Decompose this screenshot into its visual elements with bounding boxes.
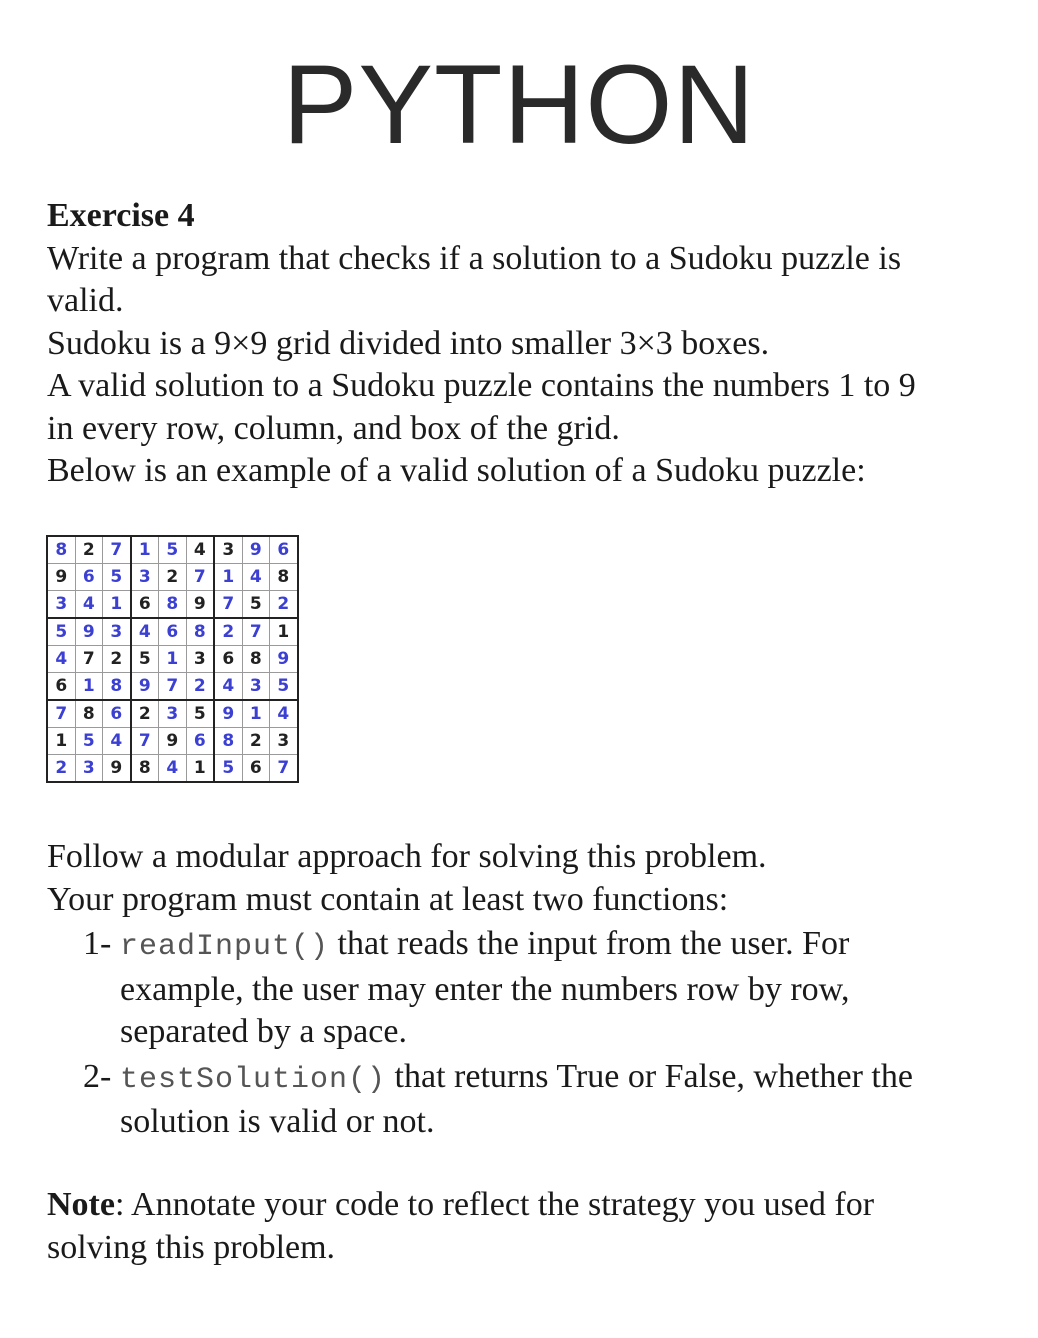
sudoku-cell: 6 <box>47 673 75 701</box>
instruction-line: Follow a modular approach for solving this problem. <box>47 838 767 875</box>
sudoku-cell: 9 <box>103 755 131 783</box>
sudoku-cell: 6 <box>103 700 131 728</box>
sudoku-cell: 1 <box>159 646 187 673</box>
sudoku-cell: 5 <box>186 700 214 728</box>
sudoku-cell: 3 <box>242 673 270 701</box>
sudoku-cell: 9 <box>242 536 270 564</box>
sudoku-cell: 6 <box>75 564 103 591</box>
sudoku-row <box>47 673 298 701</box>
sudoku-cell: 6 <box>270 536 298 564</box>
sudoku-cell: 4 <box>131 618 159 646</box>
sudoku-cell: 4 <box>159 755 187 783</box>
sudoku-row <box>47 536 298 564</box>
sudoku-cell: 4 <box>75 591 103 619</box>
item-number: 2- <box>83 1057 112 1095</box>
note-label: Note <box>47 1186 115 1223</box>
sudoku-cell: 8 <box>47 536 75 564</box>
sudoku-cell: 1 <box>270 618 298 646</box>
item-text: that reads the input from the user. For <box>329 925 850 962</box>
sudoku-cell: 8 <box>186 618 214 646</box>
sudoku-cell: 5 <box>75 728 103 755</box>
sudoku-cell: 1 <box>214 564 242 591</box>
sudoku-cell: 2 <box>75 536 103 564</box>
exercise-intro <box>47 195 1007 493</box>
function-item-testsolution <box>47 1056 1007 1144</box>
intro-line: in every row, column, and box of the grid. <box>47 409 620 447</box>
sudoku-cell: 3 <box>103 618 131 646</box>
sudoku-cell: 4 <box>270 700 298 728</box>
sudoku-cell: 7 <box>47 700 75 728</box>
sudoku-row <box>47 564 298 591</box>
sudoku-cell: 8 <box>159 591 187 619</box>
note-section <box>47 1184 1007 1269</box>
sudoku-cell: 3 <box>186 646 214 673</box>
sudoku-cell: 3 <box>75 755 103 783</box>
sudoku-cell: 1 <box>47 728 75 755</box>
sudoku-cell: 5 <box>103 564 131 591</box>
sudoku-cell: 6 <box>159 618 187 646</box>
sudoku-cell: 4 <box>214 673 242 701</box>
sudoku-cell: 9 <box>270 646 298 673</box>
sudoku-cell: 2 <box>103 646 131 673</box>
item-continuation: separated by a space. <box>120 1013 407 1050</box>
sudoku-cell: 7 <box>214 591 242 619</box>
sudoku-cell: 2 <box>186 673 214 701</box>
intro-line: valid. <box>47 282 124 319</box>
item-text: that returns True or False, whether the <box>386 1057 913 1095</box>
item-continuation: example, the user may enter the numbers row by row, <box>120 970 850 1008</box>
sudoku-cell: 8 <box>242 646 270 673</box>
sudoku-cell: 8 <box>270 564 298 591</box>
sudoku-cell: 2 <box>242 728 270 755</box>
sudoku-cell: 8 <box>103 673 131 701</box>
sudoku-cell: 7 <box>242 618 270 646</box>
sudoku-row <box>47 618 298 646</box>
sudoku-cell: 8 <box>131 755 159 783</box>
sudoku-grid <box>46 535 299 783</box>
sudoku-cell: 1 <box>242 700 270 728</box>
instructions <box>47 836 1007 1144</box>
sudoku-cell: 3 <box>159 700 187 728</box>
sudoku-cell: 2 <box>47 755 75 783</box>
sudoku-cell: 1 <box>131 536 159 564</box>
sudoku-cell: 9 <box>214 700 242 728</box>
sudoku-cell: 8 <box>75 700 103 728</box>
sudoku-cell: 6 <box>186 728 214 755</box>
sudoku-cell: 2 <box>214 618 242 646</box>
sudoku-cell: 9 <box>186 591 214 619</box>
sudoku-cell: 3 <box>131 564 159 591</box>
sudoku-cell: 5 <box>214 755 242 783</box>
intro-line: Below is an example of a valid solution of a Sudoku puzzle: <box>47 452 866 489</box>
sudoku-cell: 3 <box>214 536 242 564</box>
sudoku-cell: 5 <box>159 536 187 564</box>
sudoku-cell: 7 <box>75 646 103 673</box>
sudoku-cell: 5 <box>270 673 298 701</box>
sudoku-cell: 5 <box>131 646 159 673</box>
sudoku-cell: 5 <box>47 618 75 646</box>
sudoku-cell: 7 <box>103 536 131 564</box>
sudoku-cell: 6 <box>214 646 242 673</box>
sudoku-cell: 6 <box>242 755 270 783</box>
item-continuation: solution is valid or not. <box>120 1103 435 1140</box>
sudoku-row <box>47 700 298 728</box>
sudoku-cell: 7 <box>159 673 187 701</box>
exercise-heading: Exercise 4 <box>47 197 195 234</box>
sudoku-cell: 4 <box>186 536 214 564</box>
sudoku-cell: 4 <box>47 646 75 673</box>
sudoku-cell: 7 <box>186 564 214 591</box>
sudoku-cell: 1 <box>75 673 103 701</box>
note-continuation: solving this problem. <box>47 1228 336 1266</box>
note-text: : Annotate your code to reflect the strategy you used for <box>114 1186 875 1223</box>
sudoku-cell: 1 <box>103 591 131 619</box>
sudoku-cell: 8 <box>214 728 242 755</box>
sudoku-cell: 2 <box>270 591 298 619</box>
sudoku-cell: 3 <box>270 728 298 755</box>
sudoku-cell: 9 <box>131 673 159 701</box>
sudoku-cell: 6 <box>131 591 159 619</box>
sudoku-cell: 7 <box>270 755 298 783</box>
sudoku-cell: 2 <box>159 564 187 591</box>
sudoku-cell: 3 <box>47 591 75 619</box>
sudoku-row <box>47 728 298 755</box>
function-item-readinput <box>47 923 1007 1054</box>
sudoku-cell: 9 <box>159 728 187 755</box>
sudoku-cell: 4 <box>242 564 270 591</box>
function-name-testsolution: testSolution() <box>120 1062 387 1097</box>
sudoku-cell: 7 <box>131 728 159 755</box>
sudoku-row <box>47 646 298 673</box>
intro-line: Sudoku is a 9×9 grid divided into smaller 3×3 boxes. <box>47 324 770 362</box>
sudoku-cell: 9 <box>47 564 75 591</box>
item-number: 1- <box>83 925 112 962</box>
sudoku-cell: 5 <box>242 591 270 619</box>
function-name-readinput: readInput() <box>120 930 330 964</box>
page-title: PYTHON <box>282 42 756 167</box>
sudoku-row <box>47 591 298 619</box>
sudoku-row <box>47 755 298 783</box>
sudoku-cell: 4 <box>103 728 131 755</box>
intro-line: Write a program that checks if a solution to a Sudoku puzzle is <box>47 239 902 277</box>
sudoku-cell: 9 <box>75 618 103 646</box>
sudoku-cell: 1 <box>186 755 214 783</box>
sudoku-cell: 2 <box>131 700 159 728</box>
instruction-line: Your program must contain at least two functions: <box>47 880 729 918</box>
intro-line: A valid solution to a Sudoku puzzle contains the numbers 1 to 9 <box>47 367 916 404</box>
